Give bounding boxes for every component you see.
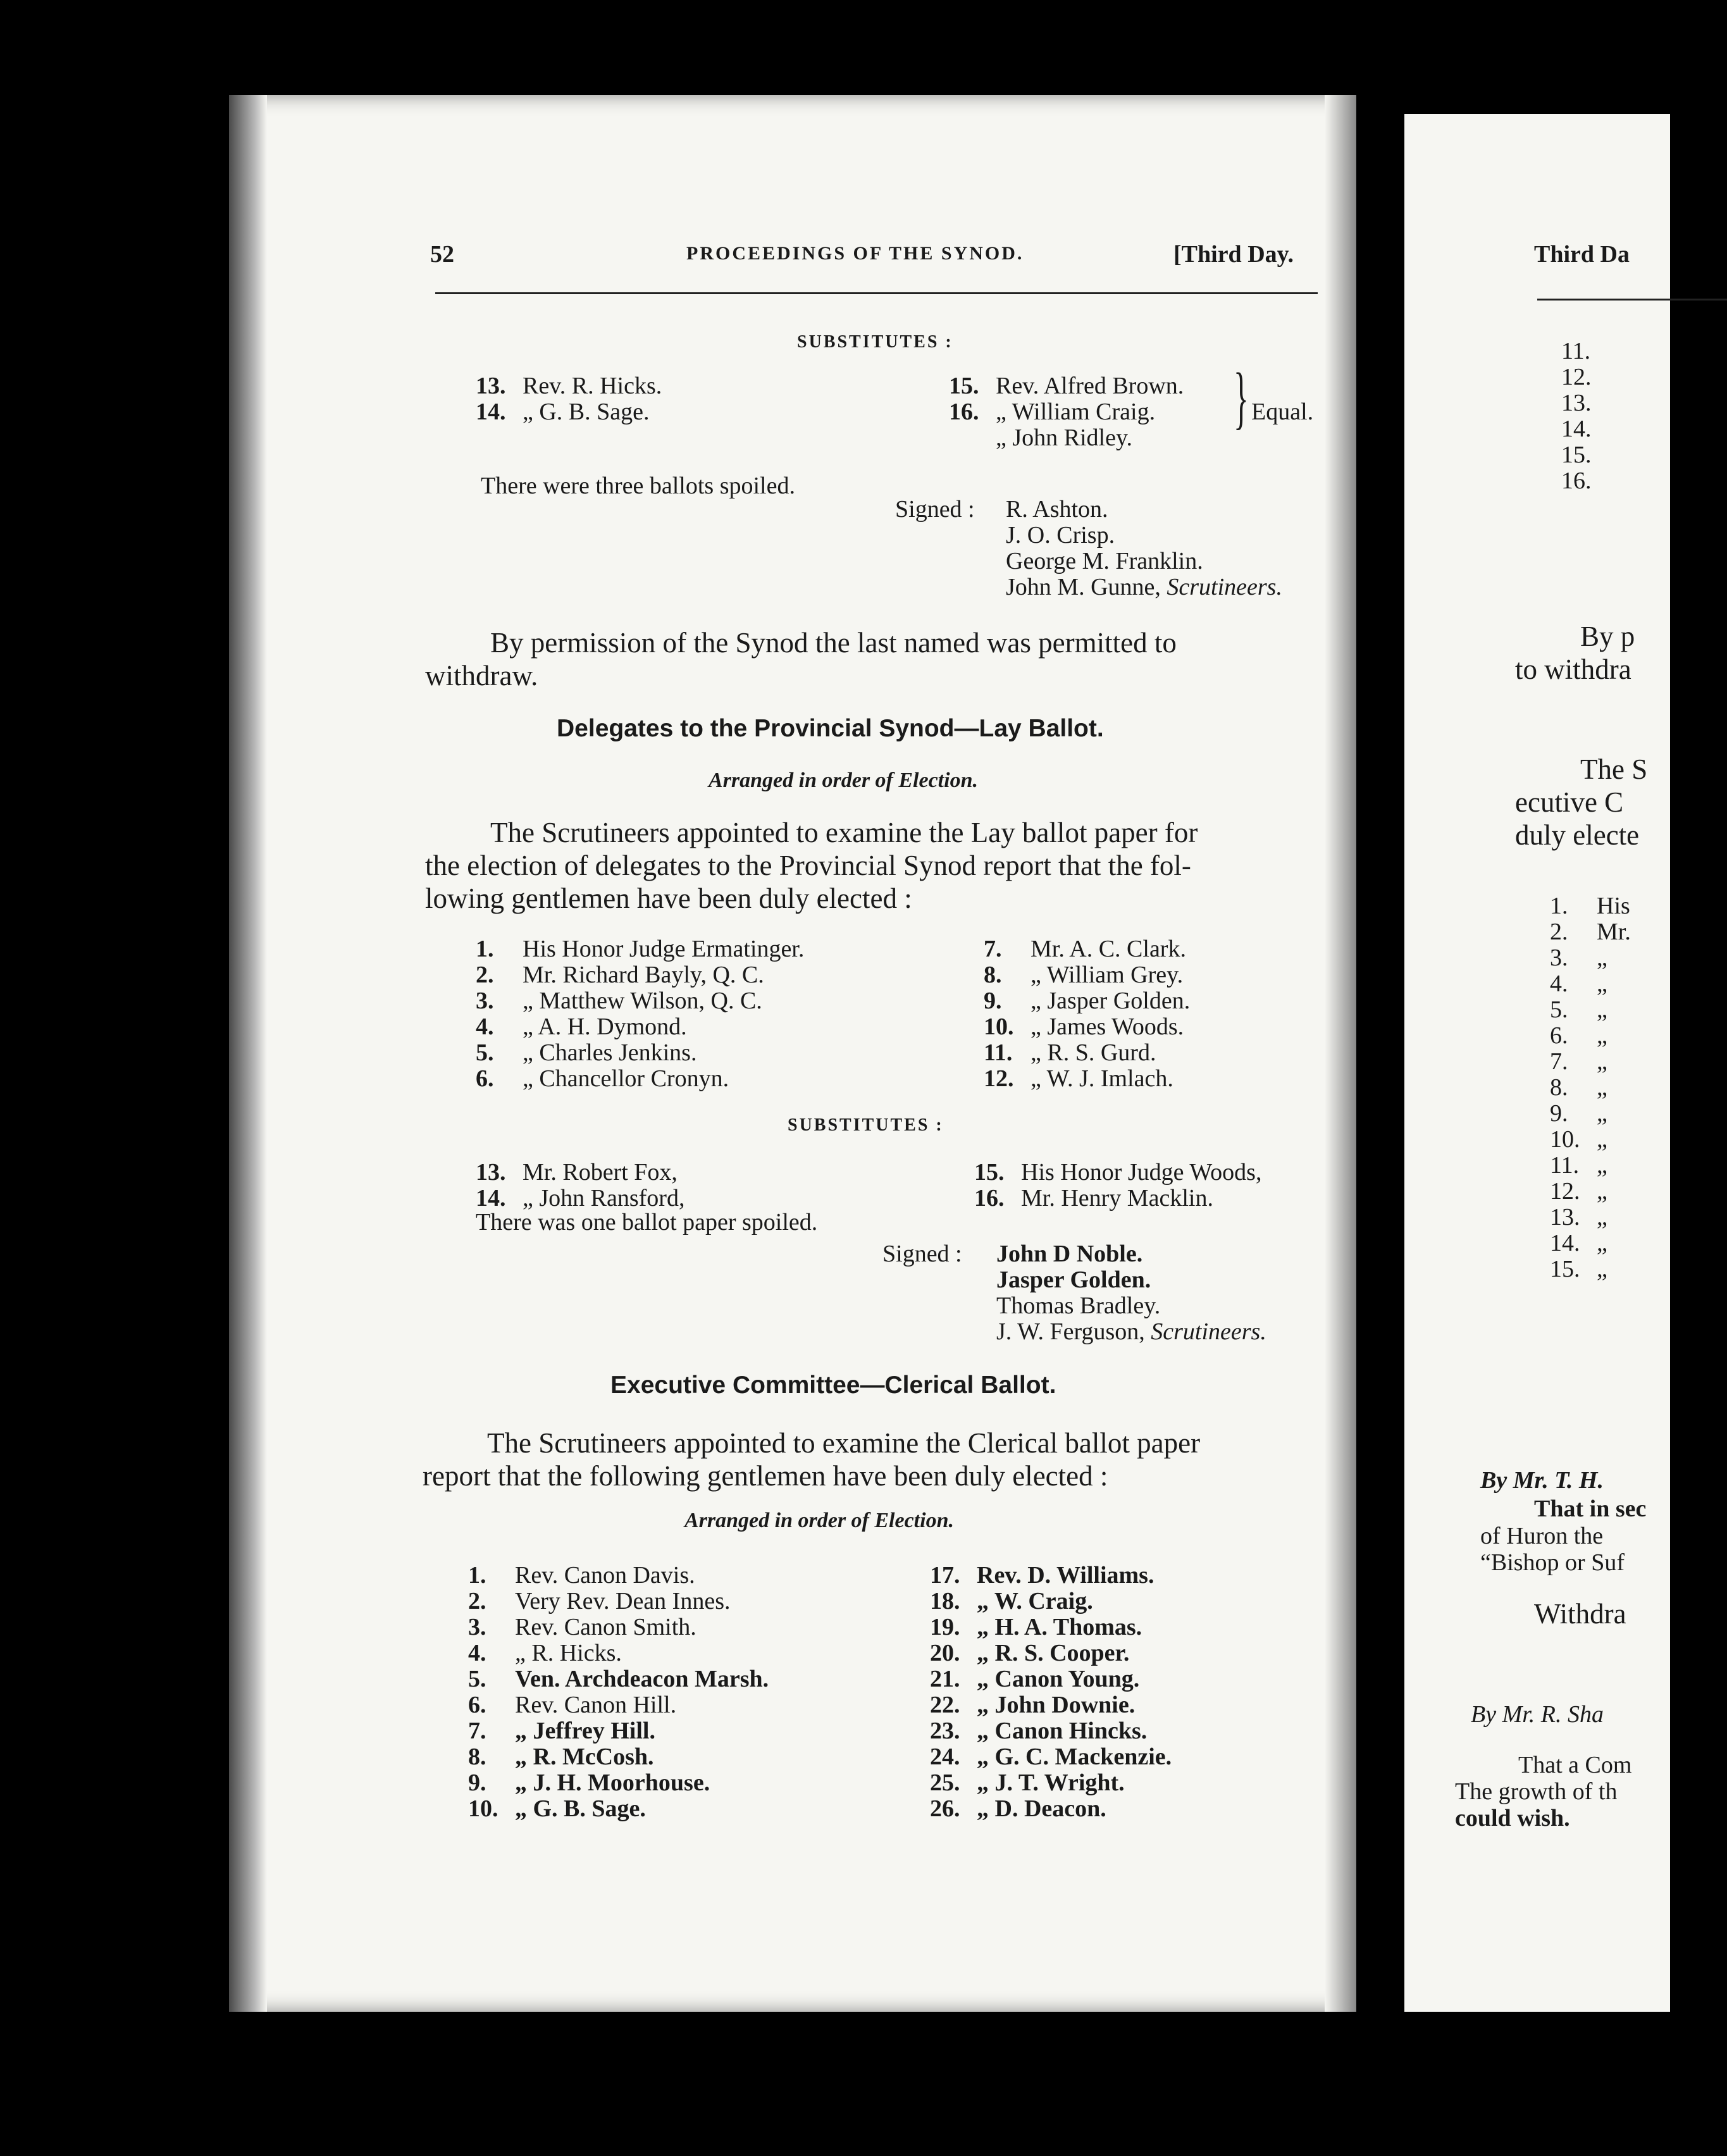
item-text: „ [1597, 1230, 1607, 1256]
item-number: 9. [1550, 1100, 1568, 1127]
list-item [1550, 971, 1631, 997]
list-number: 16. [1561, 468, 1592, 494]
list-item [468, 1640, 769, 1666]
right-text: By p [1580, 621, 1635, 652]
signer-name: J. W. Ferguson, [996, 1318, 1145, 1345]
item-number: 23. [930, 1718, 960, 1744]
list-item [930, 1718, 1172, 1744]
item-name: Very Rev. Dean Innes. [515, 1588, 731, 1614]
list-number: 12. [1561, 364, 1592, 390]
item-name: „ Canon Hincks. [977, 1718, 1148, 1744]
lay-signed-label: Signed : [882, 1241, 962, 1267]
item-number: 25. [930, 1769, 960, 1796]
item-text: „ [1597, 996, 1607, 1023]
item-name: Mr. Richard Bayly, Q. C. [523, 962, 764, 988]
exec-right-list [930, 1563, 1172, 1822]
gutter-shadow [1325, 95, 1356, 2012]
item-number: 14. [476, 399, 506, 425]
right-header-rule [1537, 299, 1727, 300]
right-list [1550, 893, 1631, 1282]
item-name: „ J. T. Wright. [977, 1769, 1125, 1796]
item-number: 12. [984, 1065, 1014, 1092]
item-name: „ Jeffrey Hill. [515, 1718, 655, 1744]
item-number: 5. [1550, 996, 1568, 1023]
item-number: 14. [476, 1185, 506, 1211]
item-name: „ William Grey. [1031, 962, 1184, 988]
item-name: „ John Ransford, [523, 1185, 685, 1211]
item-number: 15. [949, 373, 979, 399]
list-item [930, 1589, 1172, 1614]
item-number: 17. [930, 1562, 960, 1589]
list-item [1550, 1101, 1631, 1127]
list-item [468, 1614, 769, 1640]
exec-intro-line1: The Scrutineers appointed to examine the Clerical ballot paper [487, 1427, 1201, 1459]
list-item [930, 1770, 1172, 1796]
list-item [476, 1040, 804, 1066]
list-number: 11. [1561, 338, 1591, 364]
list-item [984, 936, 1190, 962]
lay-signers-block [996, 1241, 1266, 1345]
lay-substitutes-heading: SUBSTITUTES : [788, 1115, 944, 1135]
item-text: „ [1597, 1048, 1607, 1075]
item-name: „ A. H. Dymond. [523, 1013, 687, 1040]
running-section: [Third Day. [1173, 241, 1294, 268]
list-item [1550, 1230, 1631, 1256]
item-number: 10. [468, 1795, 498, 1822]
list-item [468, 1692, 769, 1718]
item-text: „ [1597, 1126, 1607, 1153]
item-number: 19. [930, 1614, 960, 1640]
item-number: 2. [468, 1588, 486, 1614]
list-item [1550, 1127, 1631, 1153]
permission-text-line2: withdraw. [425, 660, 538, 691]
right-text: Withdra [1534, 1598, 1626, 1630]
header-rule [435, 292, 1318, 294]
item-text: „ [1597, 1022, 1607, 1049]
signed-label: Signed : [895, 496, 975, 523]
right-text: duly electe [1515, 819, 1640, 851]
item-number: 7. [984, 936, 1002, 962]
item-number: 4. [1550, 970, 1568, 997]
signer: Thomas Bradley. [996, 1292, 1161, 1319]
signers-block [1006, 497, 1282, 600]
right-text: could wish. [1455, 1805, 1570, 1831]
item-number: 15. [1550, 1256, 1580, 1282]
right-text: The S [1580, 753, 1648, 785]
item-name: „ R. Hicks. [515, 1640, 622, 1666]
item-text: „ [1597, 1256, 1607, 1282]
item-number: 13. [476, 373, 506, 399]
right-text: The growth of th [1455, 1778, 1618, 1805]
permission-text-line1: By permission of the Synod the last named was permitted to [490, 627, 1177, 659]
item-name: „ G. B. Sage. [515, 1795, 646, 1822]
item-name: „ Canon Young. [977, 1666, 1140, 1692]
list-item [930, 1640, 1172, 1666]
item-text: „ [1597, 1204, 1607, 1230]
item-number: 6. [1550, 1022, 1568, 1049]
signer: Jasper Golden. [996, 1267, 1151, 1293]
item-number: 8. [984, 962, 1002, 988]
list-number: 13. [1561, 390, 1592, 416]
item-number: 6. [476, 1065, 494, 1092]
list-item [476, 936, 804, 962]
list-item [1550, 1205, 1631, 1230]
right-text: of Huron the [1480, 1523, 1604, 1549]
item-number: 13. [476, 1159, 506, 1186]
item-number: 16. [949, 399, 979, 425]
substitutes-right-list [949, 373, 1184, 451]
item-text: „ [1597, 970, 1607, 997]
signer: J. O. Crisp. [1006, 522, 1115, 548]
item-name: „ John Ridley. [996, 424, 1133, 451]
equal-label: Equal. [1251, 399, 1314, 425]
item-name: Rev. D. Williams. [977, 1562, 1154, 1589]
substitutes-left-list [476, 373, 662, 425]
item-number: 3. [476, 988, 494, 1014]
item-number: 24. [930, 1744, 960, 1770]
list-item [984, 1040, 1190, 1066]
item-number: 4. [468, 1640, 486, 1666]
item-text: „ [1597, 1074, 1607, 1101]
item-name: Rev. Alfred Brown. [996, 373, 1184, 399]
list-number: 14. [1561, 416, 1592, 442]
item-number: 7. [1550, 1048, 1568, 1075]
item-number: 8. [1550, 1074, 1568, 1101]
substitutes-heading: SUBSTITUTES : [797, 332, 953, 352]
right-text: By Mr. R. Sha [1471, 1701, 1604, 1728]
item-number: 8. [468, 1744, 486, 1770]
item-number: 16. [974, 1185, 1005, 1211]
list-item [476, 1014, 804, 1040]
list-item [468, 1796, 769, 1822]
lay-intro-line1: The Scrutineers appointed to examine the Lay ballot paper for [490, 817, 1198, 848]
item-number: 3. [1550, 945, 1568, 971]
item-name: „ D. Deacon. [977, 1795, 1106, 1822]
lay-ballot-subtitle: Arranged in order of Election. [709, 769, 978, 792]
list-item [1550, 893, 1631, 919]
item-number: 9. [468, 1769, 486, 1796]
list-number: 15. [1561, 442, 1592, 468]
item-number: 14. [1550, 1230, 1580, 1256]
item-name: „ Matthew Wilson, Q. C. [523, 988, 762, 1014]
list-item [468, 1770, 769, 1796]
list-item [974, 1160, 1261, 1186]
item-number: 11. [984, 1039, 1013, 1066]
item-number: 10. [984, 1013, 1014, 1040]
list-item [476, 1186, 684, 1211]
list-item [476, 1160, 684, 1186]
spine-shadow [229, 95, 267, 2012]
lay-right-list [984, 936, 1190, 1092]
item-number: 1. [476, 936, 494, 962]
signer [996, 1319, 1266, 1345]
item-name: „ W. Craig. [977, 1588, 1093, 1614]
list-item [930, 1692, 1172, 1718]
list-item [1550, 997, 1631, 1023]
exec-committee-title: Executive Committee—Clerical Ballot. [610, 1372, 1056, 1399]
lay-subs-left [476, 1160, 684, 1211]
list-item [1550, 945, 1631, 971]
list-item [1550, 919, 1631, 945]
lay-subs-right [974, 1160, 1261, 1211]
list-item [930, 1563, 1172, 1589]
running-title: PROCEEDINGS OF THE SYNOD. [686, 243, 1024, 264]
list-item [476, 1066, 804, 1092]
list-item [984, 1014, 1190, 1040]
item-name: Ven. Archdeacon Marsh. [515, 1666, 769, 1692]
page-number: 52 [430, 241, 454, 268]
list-item [468, 1563, 769, 1589]
exec-intro-line2: report that the following gentlemen have been duly elected : [423, 1460, 1108, 1492]
list-item [468, 1718, 769, 1744]
item-text: „ [1597, 1100, 1607, 1127]
item-name: Mr. A. C. Clark. [1031, 936, 1186, 962]
item-name: „ R. S. Cooper. [977, 1640, 1130, 1666]
list-item [476, 962, 804, 988]
item-text: „ [1597, 1152, 1607, 1179]
item-name: „ James Woods. [1031, 1013, 1184, 1040]
list-item [984, 1066, 1190, 1092]
right-page-fragment [1404, 114, 1670, 2012]
signer [1006, 574, 1282, 600]
exec-subtitle: Arranged in order of Election. [684, 1509, 954, 1532]
scrutineers-label: Scrutineers. [1167, 574, 1282, 600]
item-name: „ R. S. Gurd. [1031, 1039, 1156, 1066]
item-number: 11. [1550, 1152, 1580, 1179]
item-text: His [1597, 893, 1630, 919]
item-name: Rev. Canon Hill. [515, 1692, 677, 1718]
right-text: By Mr. T. H. [1480, 1467, 1604, 1494]
item-number: 13. [1550, 1204, 1580, 1230]
item-text: Mr. [1597, 919, 1631, 945]
list-item [949, 425, 1184, 451]
item-number: 5. [476, 1039, 494, 1066]
list-item [949, 373, 1184, 399]
list-item [930, 1796, 1172, 1822]
item-number: 12. [1550, 1178, 1580, 1205]
list-item [468, 1589, 769, 1614]
list-item [949, 399, 1184, 425]
list-item [1550, 1153, 1631, 1179]
lay-ballot-title: Delegates to the Provincial Synod—Lay Ballot. [557, 715, 1104, 742]
lay-intro-line2: the election of delegates to the Provincial Synod report that the fol- [425, 850, 1191, 881]
item-number: 2. [1550, 919, 1568, 945]
signer: George M. Franklin. [1006, 548, 1203, 574]
item-name: Rev. R. Hicks. [523, 373, 662, 399]
item-name: His Honor Judge Ermatinger. [523, 936, 805, 962]
lay-intro-line3: lowing gentlemen have been duly elected : [425, 883, 912, 914]
item-name: Mr. Henry Macklin. [1021, 1185, 1213, 1211]
item-number: 10. [1550, 1126, 1580, 1153]
item-name: „ G. C. Mackenzie. [977, 1744, 1172, 1770]
item-name: „ G. B. Sage. [523, 399, 650, 425]
list-item [930, 1614, 1172, 1640]
list-item [984, 962, 1190, 988]
list-item [476, 399, 662, 425]
item-number: 9. [984, 988, 1002, 1014]
item-name: „ R. McCosh. [515, 1744, 654, 1770]
item-number: 15. [974, 1159, 1005, 1186]
list-item [1550, 1179, 1631, 1205]
item-number: 1. [468, 1562, 486, 1589]
lay-left-list [476, 936, 804, 1092]
item-number: 7. [468, 1718, 486, 1744]
item-name: „ W. J. Imlach. [1031, 1065, 1173, 1092]
list-item [476, 373, 662, 399]
spoiled-note: There were three ballots spoiled. [481, 473, 795, 499]
item-name: Rev. Canon Smith. [515, 1614, 696, 1640]
item-name: „ Chancellor Cronyn. [523, 1065, 729, 1092]
list-item [1550, 1256, 1631, 1282]
list-item [1550, 1049, 1631, 1075]
item-name: „ Charles Jenkins. [523, 1039, 697, 1066]
item-name: „ Jasper Golden. [1031, 988, 1191, 1014]
list-item [468, 1666, 769, 1692]
item-number: 21. [930, 1666, 960, 1692]
list-item [468, 1744, 769, 1770]
list-item [974, 1186, 1261, 1211]
right-text: to withdra [1515, 654, 1631, 685]
item-name: Mr. Robert Fox, [523, 1159, 678, 1186]
item-number: 26. [930, 1795, 960, 1822]
item-name: „ William Craig. [996, 399, 1156, 425]
item-number: 5. [468, 1666, 486, 1692]
signer-name: John M. Gunne, [1006, 574, 1161, 600]
right-text: That in sec [1534, 1496, 1647, 1522]
list-item [476, 988, 804, 1014]
item-name: „ J. H. Moorhouse. [515, 1769, 710, 1796]
item-number: 20. [930, 1640, 960, 1666]
item-name: „ H. A. Thomas. [977, 1614, 1142, 1640]
list-item [984, 988, 1190, 1014]
scrutineers-label: Scrutineers. [1151, 1318, 1266, 1345]
item-name: „ John Downie. [977, 1692, 1136, 1718]
item-text: „ [1597, 945, 1607, 971]
item-number: 18. [930, 1588, 960, 1614]
item-number: 22. [930, 1692, 960, 1718]
item-number: 3. [468, 1614, 486, 1640]
list-item [1550, 1023, 1631, 1049]
exec-left-list [468, 1563, 769, 1822]
item-text: „ [1597, 1178, 1607, 1205]
signer: R. Ashton. [1006, 496, 1108, 523]
item-name: Rev. Canon Davis. [515, 1562, 695, 1589]
list-item [930, 1666, 1172, 1692]
right-text: “Bishop or Suf [1480, 1549, 1625, 1576]
item-number: 1. [1550, 893, 1568, 919]
right-numbers-top [1561, 338, 1592, 494]
signer: John D Noble. [996, 1241, 1143, 1267]
item-number: 2. [476, 962, 494, 988]
item-number: 6. [468, 1692, 486, 1718]
item-number: 4. [476, 1013, 494, 1040]
right-running-head: Third Da [1534, 241, 1630, 268]
right-text: That a Com [1518, 1752, 1632, 1778]
lay-spoiled-note: There was one ballot paper spoiled. [476, 1209, 818, 1236]
right-text: ecutive C [1515, 786, 1624, 818]
item-name: His Honor Judge Woods, [1021, 1159, 1262, 1186]
brace-icon: } [1234, 359, 1249, 436]
list-item [1550, 1075, 1631, 1101]
list-item [930, 1744, 1172, 1770]
